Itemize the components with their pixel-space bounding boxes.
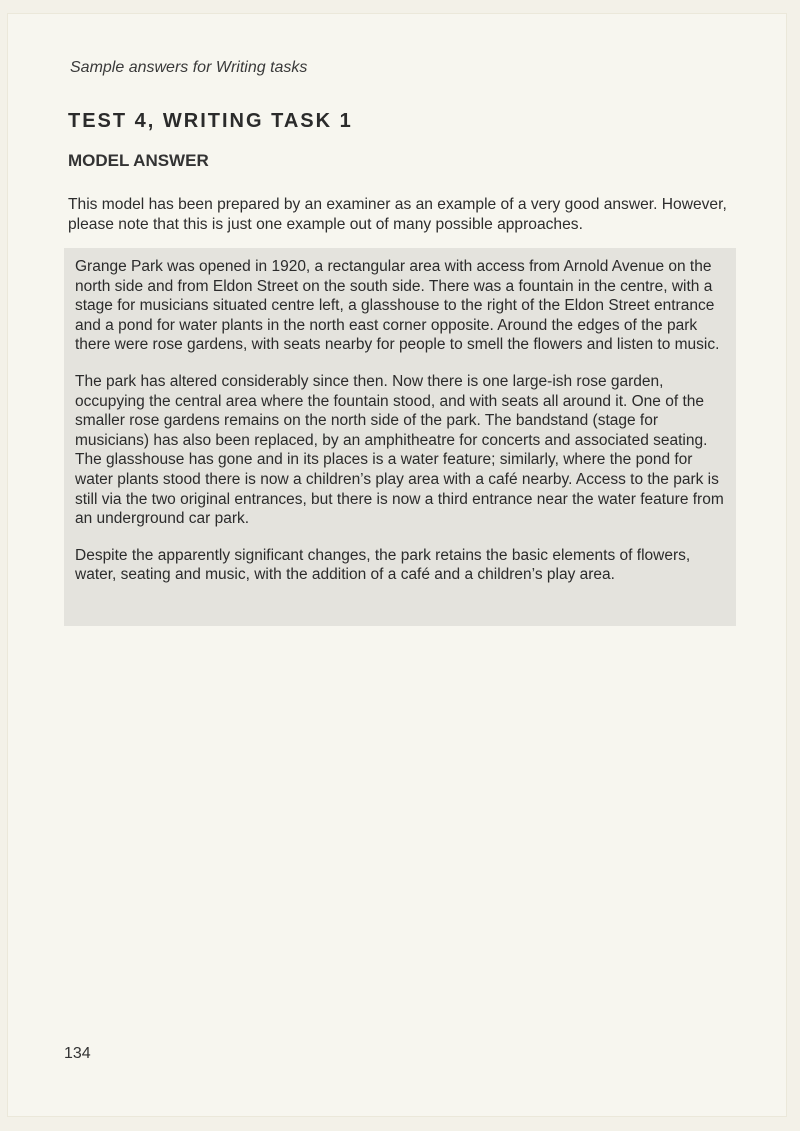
answer-paragraph-2: The park has altered considerably since then. Now there is one large-ish rose garden, occupying the central area where the fountain stood, and with seats all around it. One of the smaller rose gardens remains on the north side of the park. The bandstand (stage for musicians) has also been replaced, by an amphitheatre for concerts and associated seating. The glasshouse has gone and in its places is a water feature; similarly, where the pond for water plants stood there is now a children’s play area with a café nearby. Access to the park is still via the two original entrances, but there is now a third entrance near the water feature from an underground car park. xyxy=(75,372,724,528)
running-head: Sample answers for Writing tasks xyxy=(70,59,308,76)
model-answer-box xyxy=(64,248,736,626)
answer-paragraph-1: Grange Park was opened in 1920, a rectangular area with access from Arnold Avenue on the north side and from Eldon Street on the south side. There was a fountain in the centre, with a stage for musicians situated centre left, a glasshouse to the right of the Eldon Street entrance and a pond for water plants in the north east corner opposite. Around the edges of the park there were rose gardens, with seats nearby for people to smell the flowers and listen to music. xyxy=(75,258,720,354)
test-title: TEST 4, WRITING TASK 1 xyxy=(68,110,353,132)
page-number: 134 xyxy=(64,1045,91,1062)
intro-text: This model has been prepared by an examiner as an example of a very good answer. However, please note that this is just one example out of many possible approaches. xyxy=(68,196,727,233)
model-answer-heading: MODEL ANSWER xyxy=(68,151,209,170)
answer-paragraph-3: Despite the apparently significant changes, the park retains the basic elements of flowers, water, seating and music, with the addition of a café and a children’s play area. xyxy=(75,546,691,584)
